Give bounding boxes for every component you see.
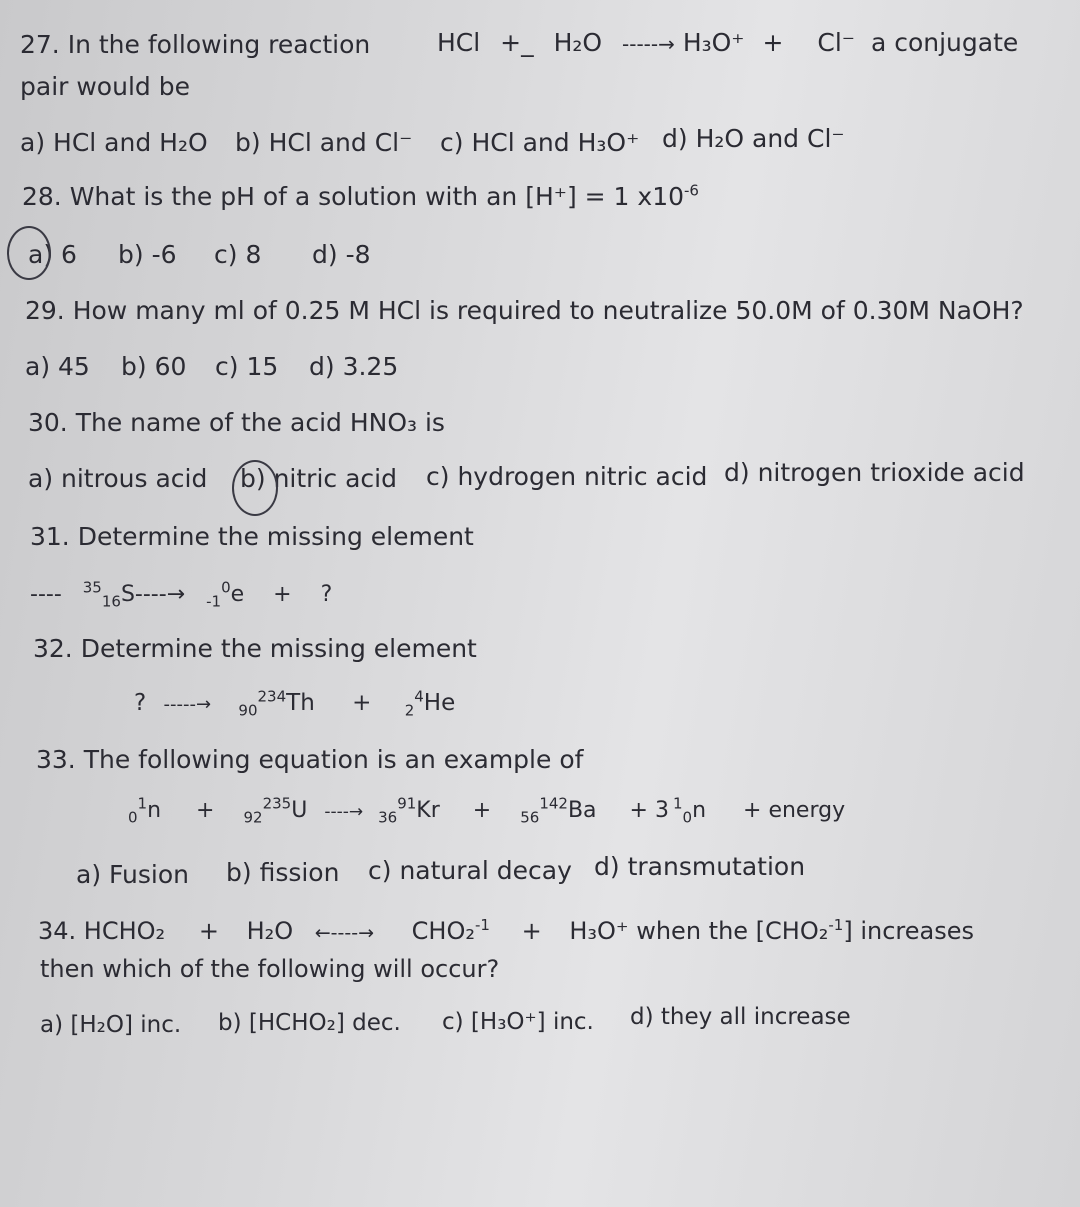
q31-electron: [206, 578, 245, 611]
q28-option-c: c) 8: [214, 240, 262, 269]
q33-plus1: +: [196, 798, 215, 823]
q32-thorium: [238, 687, 315, 720]
q33-kr-mass: 91: [397, 794, 417, 813]
q32-equation: [134, 688, 455, 720]
q33-question: 33. The following equation is an example of: [36, 745, 584, 774]
q31-equation: [30, 580, 332, 610]
q27-question-line2: pair would be: [20, 72, 190, 101]
q30-option-d: d) nitrogen trioxide acid: [724, 458, 1025, 487]
q29-option-b: b) 60: [121, 352, 187, 381]
q31-unknown: ?: [320, 582, 333, 607]
q27-option-b: b) HCl and Cl⁻: [235, 128, 413, 157]
q30-option-b: b) nitric acid: [240, 464, 397, 493]
q27-plus2: +: [762, 28, 784, 57]
q34-option-b: b) [HCHO₂] dec.: [218, 1010, 401, 1036]
q27-question-line1: [20, 30, 370, 60]
q34-tail-charge: -1: [828, 916, 844, 934]
q27-option-a: a) HCl and H₂O: [20, 128, 208, 157]
q34-plus1: +: [198, 917, 219, 945]
q33-n-mass: 1: [137, 794, 148, 813]
q31-dash: ----: [30, 582, 62, 607]
q27-plus1: +_: [500, 28, 534, 57]
q31-symbol: S: [120, 582, 135, 607]
q33-plus3: + 3: [629, 798, 669, 823]
q33-u-symbol: U: [291, 798, 308, 823]
q33-kr-symbol: Kr: [416, 798, 440, 823]
q34-question-line2: then which of the following will occur?: [40, 955, 500, 983]
q33-n2-atomic: 0: [682, 808, 693, 827]
q33-ba-symbol: Ba: [567, 798, 597, 823]
q33-neutron: [128, 794, 162, 827]
q32-th-mass: 234: [257, 687, 287, 706]
q30-option-c: c) hydrogen nitric acid: [426, 462, 708, 491]
q28-option-b: b) -6: [118, 240, 177, 269]
q34-tail: H₃O⁺ when the [CHO₂: [569, 917, 829, 945]
q32-unknown: ?: [134, 690, 147, 716]
q33-n2-symbol: n: [692, 798, 707, 823]
q34-option-d: d) they all increase: [630, 1004, 851, 1030]
q27-tail: a conjugate: [870, 28, 1019, 57]
q27-product2: Cl⁻: [817, 28, 855, 57]
q33-kr-atomic: 36: [378, 808, 398, 827]
q33-n2-mass: 1: [672, 794, 683, 813]
q27-lead: 27. In the following reaction: [20, 30, 371, 59]
q27-product1: H₃O⁺: [682, 28, 745, 57]
q31-e-symbol: e: [230, 582, 245, 607]
q28-answer-circle-mark: [7, 226, 51, 280]
q33-arrow: ----→: [324, 802, 364, 822]
q29-option-a: a) 45: [25, 352, 90, 381]
q28-option-a: a) 6: [28, 240, 77, 269]
q27-option-c: c) HCl and H₃O⁺: [440, 128, 640, 157]
q33-krypton: [378, 794, 440, 827]
q31-arrow: ----→: [134, 582, 186, 607]
q33-n-atomic: 0: [128, 808, 138, 827]
q34-question-line1: [38, 916, 974, 948]
q33-option-c: c) natural decay: [368, 856, 572, 885]
q32-th-symbol: Th: [286, 690, 315, 716]
q33-ba-mass: 142: [539, 794, 568, 813]
q32-plus: +: [352, 690, 372, 716]
q34-lead: 34. HCHO₂: [38, 917, 166, 945]
q33-option-a: a) Fusion: [76, 860, 189, 889]
q31-mass: 35: [82, 578, 102, 597]
q32-th-atomic: 90: [238, 701, 258, 720]
q33-n-symbol: n: [147, 798, 162, 823]
q32-he-mass: 4: [414, 687, 424, 706]
q29-option-c: c) 15: [215, 352, 279, 381]
q34-option-a: a) [H₂O] inc.: [40, 1012, 182, 1038]
q34-tail-end: ] increases: [843, 917, 974, 945]
q33-equation: [128, 796, 845, 827]
q32-helium: [404, 687, 456, 720]
q30-question: 30. The name of the acid HNO₃ is: [28, 408, 445, 437]
q34-plus2: +: [521, 917, 542, 945]
q31-e-mass: 0: [221, 578, 231, 597]
q33-option-d: d) transmutation: [594, 852, 806, 881]
q34-base: CHO₂: [411, 917, 475, 945]
q32-he-atomic: 2: [404, 701, 415, 720]
q32-he-symbol: He: [423, 690, 456, 716]
q31-plus: +: [273, 582, 292, 607]
q31-question: 31. Determine the missing element: [30, 522, 474, 551]
q33-u-mass: 235: [262, 794, 292, 813]
q30-option-a: a) nitrous acid: [28, 464, 208, 493]
q32-question: 32. Determine the missing element: [33, 634, 477, 663]
q28-option-d: d) -8: [312, 240, 371, 269]
q34-charge: -1: [475, 916, 490, 934]
q28-question-text: 28. What is the pH of a solution with an [H⁺] = 1 x10: [22, 182, 684, 211]
q34-arrow: ←----→: [314, 922, 375, 944]
q31-atomic: 16: [101, 592, 121, 611]
q27-reactant1: HCl: [437, 28, 481, 57]
q34-water: H₂O: [246, 917, 294, 945]
q27-arrow: -----→: [622, 32, 675, 56]
q30-answer-circle-mark: [232, 460, 278, 516]
q33-plus2: +: [472, 798, 492, 823]
q33-barium: [520, 794, 597, 827]
q27-reaction: [437, 28, 1018, 59]
q31-sulfur: [82, 578, 135, 611]
q34-option-c: c) [H₃O⁺] inc.: [442, 1009, 594, 1035]
q33-ba-atomic: 56: [520, 808, 540, 827]
q31-e-atomic: -1: [206, 592, 222, 611]
q28-exponent: -6: [684, 181, 699, 200]
q28-question: [22, 182, 699, 212]
q33-neutron-product: [672, 794, 707, 827]
q27-option-d: d) H₂O and Cl⁻: [662, 124, 845, 153]
q33-u-atomic: 92: [243, 808, 263, 827]
q29-question: 29. How many ml of 0.25 M HCl is required to neutralize 50.0M of 0.30M NaOH?: [25, 296, 1024, 325]
q33-option-b: b) fission: [226, 858, 340, 887]
q29-option-d: d) 3.25: [309, 352, 399, 381]
q32-arrow: -----→: [163, 694, 212, 715]
q33-uranium: [243, 794, 308, 827]
q27-reactant2: H₂O: [553, 28, 603, 57]
q33-energy: + energy: [743, 798, 846, 823]
